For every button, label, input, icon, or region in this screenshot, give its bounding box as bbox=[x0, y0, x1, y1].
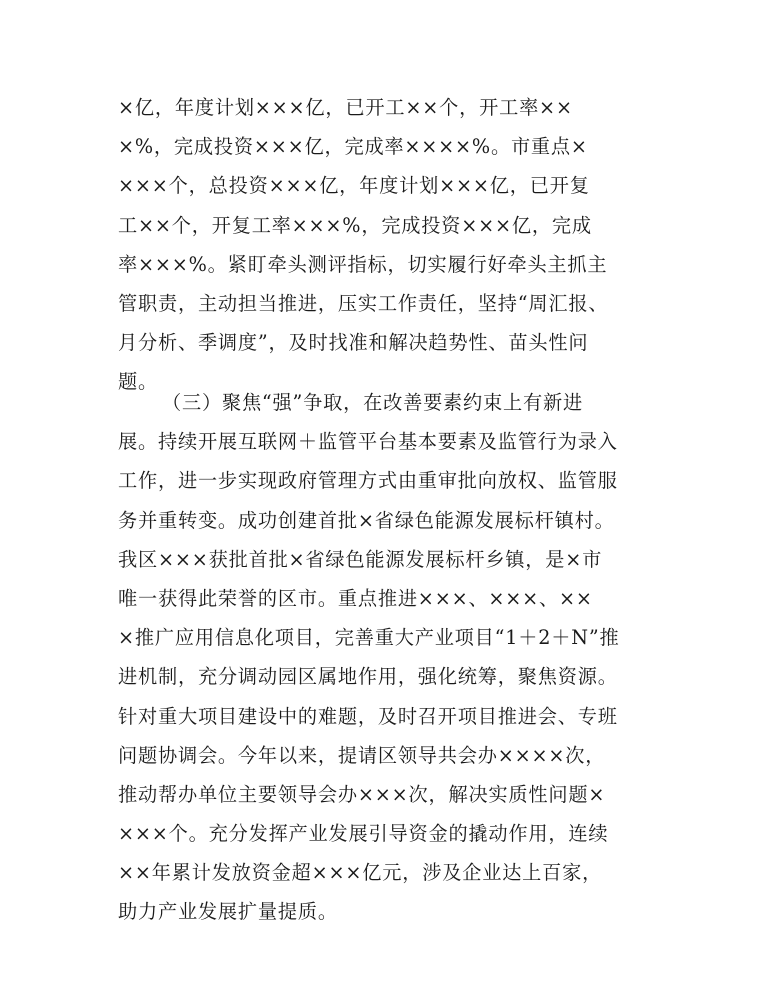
text-line: 助力产业发展扩量提质。 bbox=[118, 900, 338, 924]
text-line: 月分析、季调度”，及时找准和解决趋势性、苗头性问 bbox=[118, 331, 589, 355]
text-line: 唯一获得此荣誉的区市。重点推进×××、×××、×× bbox=[118, 586, 593, 610]
text-line: 我区×××获批首批×省绿色能源发展标杆乡镇，是×市 bbox=[118, 547, 603, 571]
text-line: ×××个，总投资×××亿，年度计划×××亿，已开复 bbox=[118, 174, 590, 198]
text-line: 管职责，主动担当推进，压实工作责任，坚持“周汇报、 bbox=[118, 291, 609, 315]
text-line: 展。持续开展互联网＋监管平台基本要素及监管行为录入 bbox=[118, 430, 618, 454]
text-line: ×××个。充分发挥产业发展引导资金的撬动作用，连续 bbox=[118, 822, 609, 846]
text-line: 针对重大项目建设中的难题，及时召开项目推进会、专班 bbox=[118, 704, 618, 728]
paragraph-project-progress bbox=[118, 88, 658, 402]
text-line: 进机制，充分调动园区属地作用，强化统筹，聚焦资源。 bbox=[118, 665, 618, 689]
text-line: 推动帮办单位主要领导会办×××次，解决实质性问题× bbox=[118, 782, 606, 806]
text-line: ×推广应用信息化项目，完善重大产业项目“1＋2＋N”推 bbox=[118, 626, 620, 650]
text-line: 工××个，开复工率×××%，完成投资×××亿，完成 bbox=[118, 213, 592, 237]
text-line: ×%，完成投资×××亿，完成率××××%。市重点× bbox=[118, 135, 588, 159]
text-line: 率×××%。紧盯牵头测评指标，切实履行好牵头主抓主 bbox=[118, 252, 608, 276]
paragraph-section-three bbox=[118, 383, 658, 932]
text-line: 工作，进一步实现政府管理方式由重审批向放权、监管服 bbox=[118, 469, 618, 493]
text-line: ××年累计发放资金超×××亿元，涉及企业达上百家， bbox=[118, 861, 603, 885]
section-heading-line: （三）聚焦“强”争取，在改善要素约束上有新进 bbox=[162, 391, 583, 414]
text-line: 题。 bbox=[118, 370, 158, 394]
text-line: 问题协调会。今年以来，提请区领导共会办××××次， bbox=[118, 743, 606, 767]
text-line: 务并重转变。成功创建首批×省绿色能源发展标杆镇村。 bbox=[118, 508, 615, 532]
text-line: ×亿，年度计划×××亿，已开工××个，开工率×× bbox=[118, 96, 573, 119]
